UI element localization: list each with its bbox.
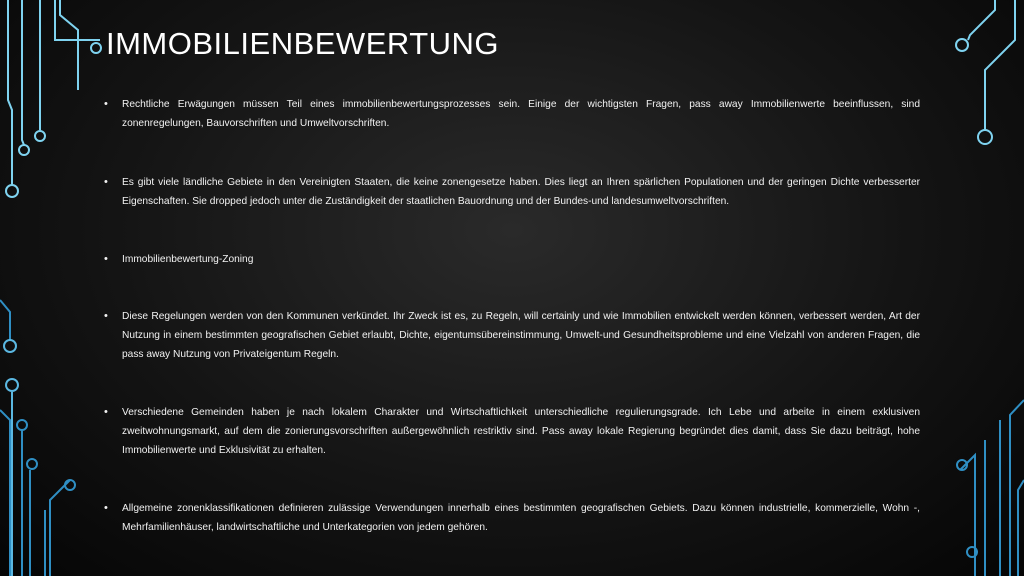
circuit-bottom-right-icon [957,400,1024,576]
bullet-text: Diese Regelungen werden von den Kommunen verkündet. Ihr Zweck ist es, zu Regeln, will certainly und wie Immobilien entwickelt werden können, verbessert werden, Art der Nutzung in einem bestimmten geografischen Gebiet erlaubt, Dichte, eigentumsübereinstimmung, Umwelt-und Gesundheitsprobleme und eine Vielzahl von anderen Fragen, die pass away Nutzung von Privateigentum Regeln. [122,311,920,360]
list-item [104,95,920,133]
bullet-icon: • [104,502,108,514]
list-item [104,499,920,537]
bullet-icon: • [104,176,108,188]
bullet-icon: • [104,253,108,265]
list-item [104,173,920,211]
bullet-text: Rechtliche Erwägungen müssen Teil eines immobilienbewertungsprozesses sein. Einige der wichtigsten Fragen, pass away Immobilienwerte beeinflussen, sind zonenregelungen, Bauvorschriften und Umweltvorschriften. [122,99,920,129]
bullet-text: Es gibt viele ländliche Gebiete in den Vereinigten Staaten, die keine zonengesetze haben. Dies liegt an Ihren spärlichen Populationen und der geringen Dichte verbesserter Eigenschaften. Sie dropped jedoch unter die Zuständigkeit der staatlichen Bauordnung und der Bundes-und landesumweltvorschriften. [122,177,920,207]
list-item [104,403,920,460]
list-item [104,250,920,269]
bullet-icon: • [104,406,108,418]
circuit-bottom-left-icon [0,300,75,576]
bullet-text: Immobilienbewertung-Zoning [122,254,254,265]
page-title: IMMOBILIENBEWERTUNG [106,26,500,61]
bullet-icon: • [104,310,108,322]
bullet-icon: • [104,98,108,110]
bullet-text: Verschiedene Gemeinden haben je nach lokalem Charakter und Wirtschaftlichkeit unterschiedliche regulierungsgrade. Ich Lebe und arbeite in einem exklusiven zweitwohnungsmarkt, auf dem die zonierungsvorschriften außergewöhnlich restriktiv sind. Pass away lokale Regierung begründet dies damit, dass Sie dazu beiträgt, hohe Immobilienwerte und Exklusivität zu erhalten. [122,407,920,456]
circuit-top-left-icon [6,0,101,197]
circuit-top-right-icon [956,0,1015,144]
bullet-text: Allgemeine zonenklassifikationen definieren zulässige Verwendungen innerhalb eines bestimmten geografischen Gebiets. Dazu können industrielle, kommerzielle, Wohn -, Mehrfamilienhäuser, landwirtschaftliche und Unterkategorien von jedem gehören. [122,503,920,533]
list-item [104,307,920,364]
